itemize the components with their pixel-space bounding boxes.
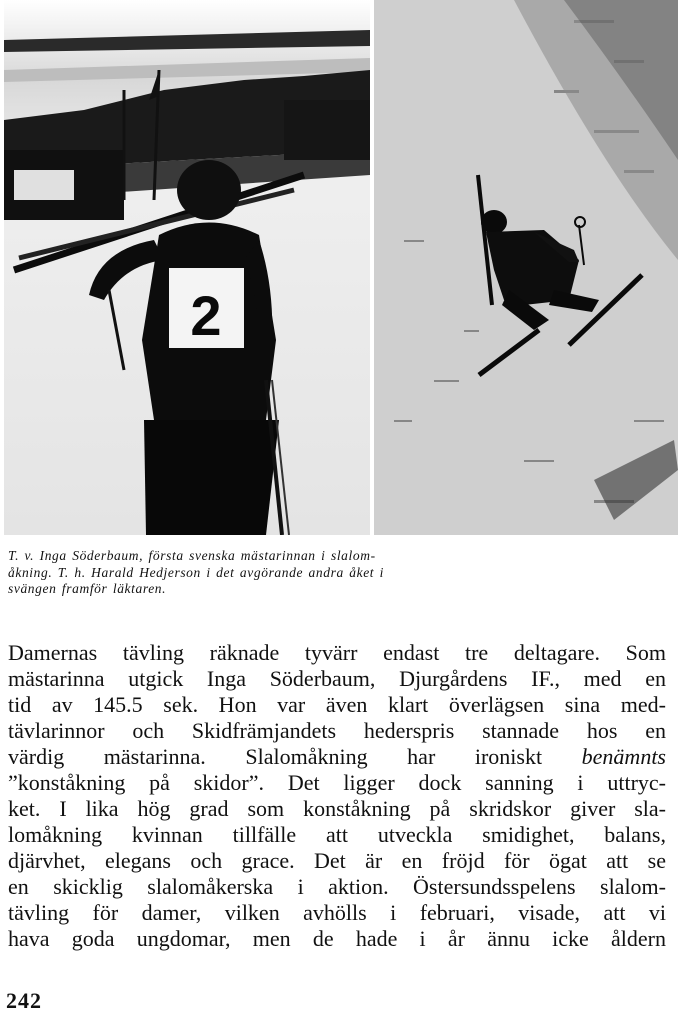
body-line: tävling för damer, vilken avhölls i februari, visade, att vi (8, 900, 666, 925)
body-line-with-italic (8, 744, 666, 770)
photo-left-image (4, 0, 370, 535)
photo-caption (8, 548, 528, 598)
body-line: en skicklig slalomåkerska i aktion. Östersundsspelens slalom- (8, 874, 666, 899)
body-line: djärvhet, elegans och grace. Det är en fröjd för ögat att se (8, 848, 666, 873)
caption-line: åkning. T. h. Harald Hedjerson i det avgörande andra åket i (8, 564, 384, 580)
body-line: tävlarinnor och Skidfrämjandets hederspris stannade hos en (8, 718, 666, 743)
photo-pair (4, 0, 678, 535)
photo-slalom-skier (374, 0, 678, 535)
photo-skier-with-bib (4, 0, 370, 535)
body-line: tid av 145.5 sek. Hon var även klart överlägsen sina med- (8, 692, 666, 717)
italic-word: benämnts (581, 744, 666, 769)
caption-line: T. v. Inga Söderbaum, första svenska mästarinnan i slalom- (8, 548, 376, 563)
body-line: ”konståkning på skidor”. Det ligger dock sanning i uttryc- (8, 770, 666, 795)
caption-line: svängen framför läktaren. (8, 581, 167, 596)
body-line: lomåkning kvinnan tillfälle att utveckla smidighet, balans, (8, 822, 666, 847)
body-line: hava goda ungdomar, men de hade i år ännu icke åldern (8, 926, 666, 951)
body-line: ket. I lika hög grad som konståkning på skridskor giver sla- (8, 796, 666, 821)
photo-right-image (374, 0, 678, 535)
page-number: 242 (6, 988, 42, 1013)
body-line-text: värdig mästarinna. Slalomåkning har ironiskt (8, 744, 543, 769)
body-line: mästarinna utgick Inga Söderbaum, Djurgårdens IF., med en (8, 666, 666, 691)
bib-number: 2 (190, 284, 222, 347)
body-line: Damernas tävling räknade tyvärr endast tre deltagare. Som (8, 640, 666, 665)
article-body (8, 640, 666, 952)
